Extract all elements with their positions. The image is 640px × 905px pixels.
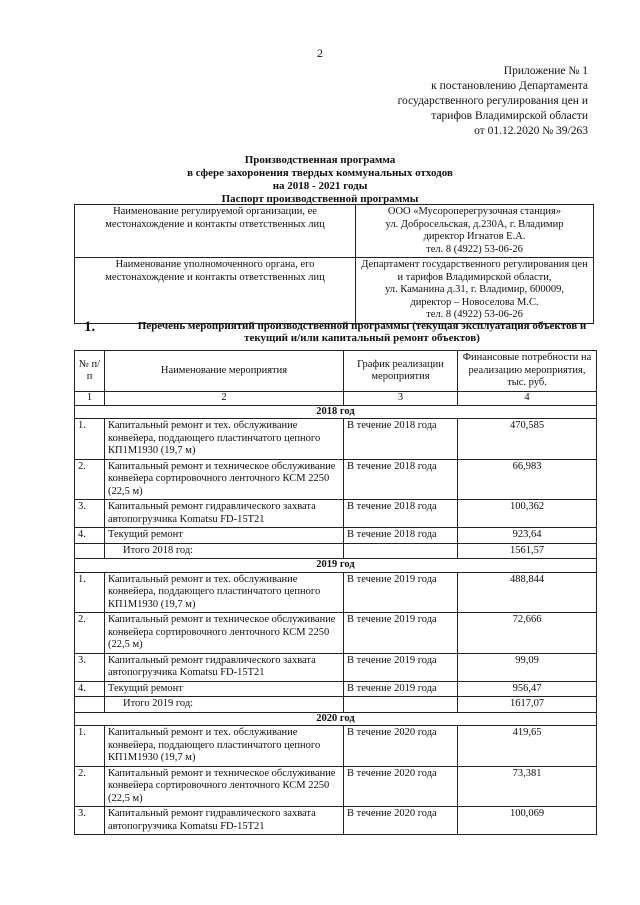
table-row (75, 653, 597, 681)
row-measure-name: Капитальный ремонт и тех. обслуживание конвейера, поддающего пластинчатого цепного КП1М1930 (19,7 м) (105, 726, 344, 767)
program-title-line: на 2018 - 2021 годы (272, 180, 368, 192)
table-row (75, 613, 597, 654)
row-schedule: В течение 2019 года (344, 681, 458, 697)
year-title: 2019 год (75, 559, 597, 573)
row-measure-name: Капитальный ремонт и тех. обслуживание конвейера, поддающего пластинчатого цепного КП1М1930 (19,7 м) (105, 572, 344, 613)
passport-org-value (356, 205, 594, 258)
row-number: 4. (75, 681, 105, 697)
org-phone: тел. 8 (4922) 53-06-26 (426, 243, 523, 255)
row-schedule: В течение 2018 года (344, 500, 458, 528)
table-row (75, 807, 597, 835)
row-number: 3. (75, 500, 105, 528)
total-value: 1561,57 (458, 543, 597, 559)
org-name: ООО «Мусороперегрузочная станция» (387, 206, 562, 217)
total-row (75, 543, 597, 559)
row-amount: 100,069 (458, 807, 597, 835)
table-row (75, 572, 597, 613)
header-name: Наименование мероприятия (105, 351, 344, 392)
column-number: 2 (105, 392, 344, 406)
row-amount: 100,362 (458, 500, 597, 528)
section-title: Перечень мероприятий производственной программы (текущая эксплуатация объектов и текущий и/или капитальный ремонт объектов) (137, 320, 587, 344)
row-amount: 72,666 (458, 613, 597, 654)
row-schedule: В течение 2018 года (344, 459, 458, 500)
year-row (75, 405, 597, 419)
header-schedule: График реализации мероприятия (344, 351, 458, 392)
passport-row-organization (75, 205, 594, 258)
row-number: 1. (75, 572, 105, 613)
row-schedule: В течение 2018 года (344, 419, 458, 460)
row-schedule: В течение 2019 года (344, 653, 458, 681)
page-number: 2 (317, 46, 323, 60)
program-title-line: в сфере захоронения твердых коммунальных отходов (187, 167, 453, 179)
row-number: 4. (75, 528, 105, 544)
table-row (75, 419, 597, 460)
table-row (75, 766, 597, 807)
org-director: директор Игнатов Е.А. (423, 231, 526, 242)
row-measure-name: Капитальный ремонт и техническое обслуживание конвейера сортировочного ленточного КСМ 2250 (22,5 м) (105, 613, 344, 654)
row-measure-name: Текущий ремонт (105, 681, 344, 697)
table-row (75, 459, 597, 500)
row-amount: 956,47 (458, 681, 597, 697)
section-number: 1. (84, 319, 96, 335)
total-empty (344, 697, 458, 713)
row-schedule: В течение 2019 года (344, 613, 458, 654)
row-measure-name: Капитальный ремонт гидравлического захвата автопогрузчика Komatsu FD-15T21 (105, 653, 344, 681)
passport-authority-label: Наименование уполномоченного органа, его местонахождение и контакты ответственных лиц (75, 258, 356, 324)
row-amount: 470,585 (458, 419, 597, 460)
year-row (75, 559, 597, 573)
row-measure-name: Капитальный ремонт и техническое обслуживание конвейера сортировочного ленточного КСМ 2250 (22,5 м) (105, 459, 344, 500)
row-measure-name: Текущий ремонт (105, 528, 344, 544)
section-heading (84, 320, 604, 344)
row-number: 1. (75, 726, 105, 767)
row-measure-name: Капитальный ремонт и техническое обслуживание конвейера сортировочного ленточного КСМ 2250 (22,5 м) (105, 766, 344, 807)
row-schedule: В течение 2019 года (344, 572, 458, 613)
row-number: 3. (75, 653, 105, 681)
row-schedule: В течение 2018 года (344, 528, 458, 544)
column-number-row (75, 392, 597, 406)
measures-table (74, 350, 597, 835)
row-number: 2. (75, 613, 105, 654)
authority-address: ул. Каманина д.31, г. Владимир, 600009, (384, 284, 565, 295)
row-amount: 923,64 (458, 528, 597, 544)
total-value: 1617,07 (458, 697, 597, 713)
total-row (75, 697, 597, 713)
authority-name: Департамент государственного регулирования цен и тарифов Владимирской области, (361, 259, 588, 283)
row-schedule: В течение 2020 года (344, 766, 458, 807)
year-row (75, 712, 597, 726)
column-number: 4 (458, 392, 597, 406)
passport-authority-value (356, 258, 594, 324)
appendix-line: тарифов Владимирской области (431, 110, 588, 122)
column-number: 3 (344, 392, 458, 406)
total-empty (75, 543, 105, 559)
table-row (75, 681, 597, 697)
row-amount: 99,09 (458, 653, 597, 681)
passport-heading: Паспорт производственной программы (221, 193, 419, 205)
program-title (0, 154, 640, 206)
authority-phone: тел. 8 (4922) 53-06-26 (426, 309, 523, 320)
appendix-line: от 01.12.2020 № 39/263 (474, 125, 588, 137)
total-label: Итого 2018 год: (105, 543, 344, 559)
year-title: 2020 год (75, 712, 597, 726)
appendix-line: государственного регулирования цен и (397, 95, 588, 107)
total-label: Итого 2019 год: (105, 697, 344, 713)
row-number: 3. (75, 807, 105, 835)
authority-director: директор – Новоселова М.С. (410, 296, 539, 308)
passport-org-label: Наименование регулируемой организации, ее местонахождение и контакты ответственных лиц (75, 205, 356, 258)
measures-body (75, 405, 597, 835)
passport-table (74, 204, 594, 324)
table-row (75, 726, 597, 767)
row-measure-name: Капитальный ремонт и тех. обслуживание конвейера, поддающего пластинчатого цепного КП1М1930 (19,7 м) (105, 419, 344, 460)
row-number: 1. (75, 419, 105, 460)
total-empty (344, 543, 458, 559)
row-amount: 419,65 (458, 726, 597, 767)
row-amount: 488,844 (458, 572, 597, 613)
total-empty (75, 697, 105, 713)
row-number: 2. (75, 459, 105, 500)
row-measure-name: Капитальный ремонт гидравлического захвата автопогрузчика Komatsu FD-15T21 (105, 807, 344, 835)
header-num: № п/п (75, 351, 105, 392)
year-title: 2018 год (75, 405, 597, 419)
row-number: 2. (75, 766, 105, 807)
table-header-row (75, 351, 597, 392)
row-measure-name: Капитальный ремонт гидравлического захвата автопогрузчика Komatsu FD-15T21 (105, 500, 344, 528)
appendix-line: Приложение № 1 (503, 65, 588, 77)
program-title-line: Производственная программа (244, 154, 396, 166)
org-address: ул. Добросельская, д.230А, г. Владимир (385, 218, 564, 230)
appendix-line: к постановлению Департамента (431, 80, 588, 92)
passport-row-authority (75, 258, 594, 324)
row-schedule: В течение 2020 года (344, 726, 458, 767)
row-amount: 73,381 (458, 766, 597, 807)
appendix-header (348, 64, 588, 139)
row-schedule: В течение 2020 года (344, 807, 458, 835)
column-number: 1 (75, 392, 105, 406)
table-row (75, 528, 597, 544)
table-row (75, 500, 597, 528)
row-amount: 66,983 (458, 459, 597, 500)
header-amount: Финансовые потребности на реализацию мероприятия, тыс. руб. (458, 351, 597, 392)
